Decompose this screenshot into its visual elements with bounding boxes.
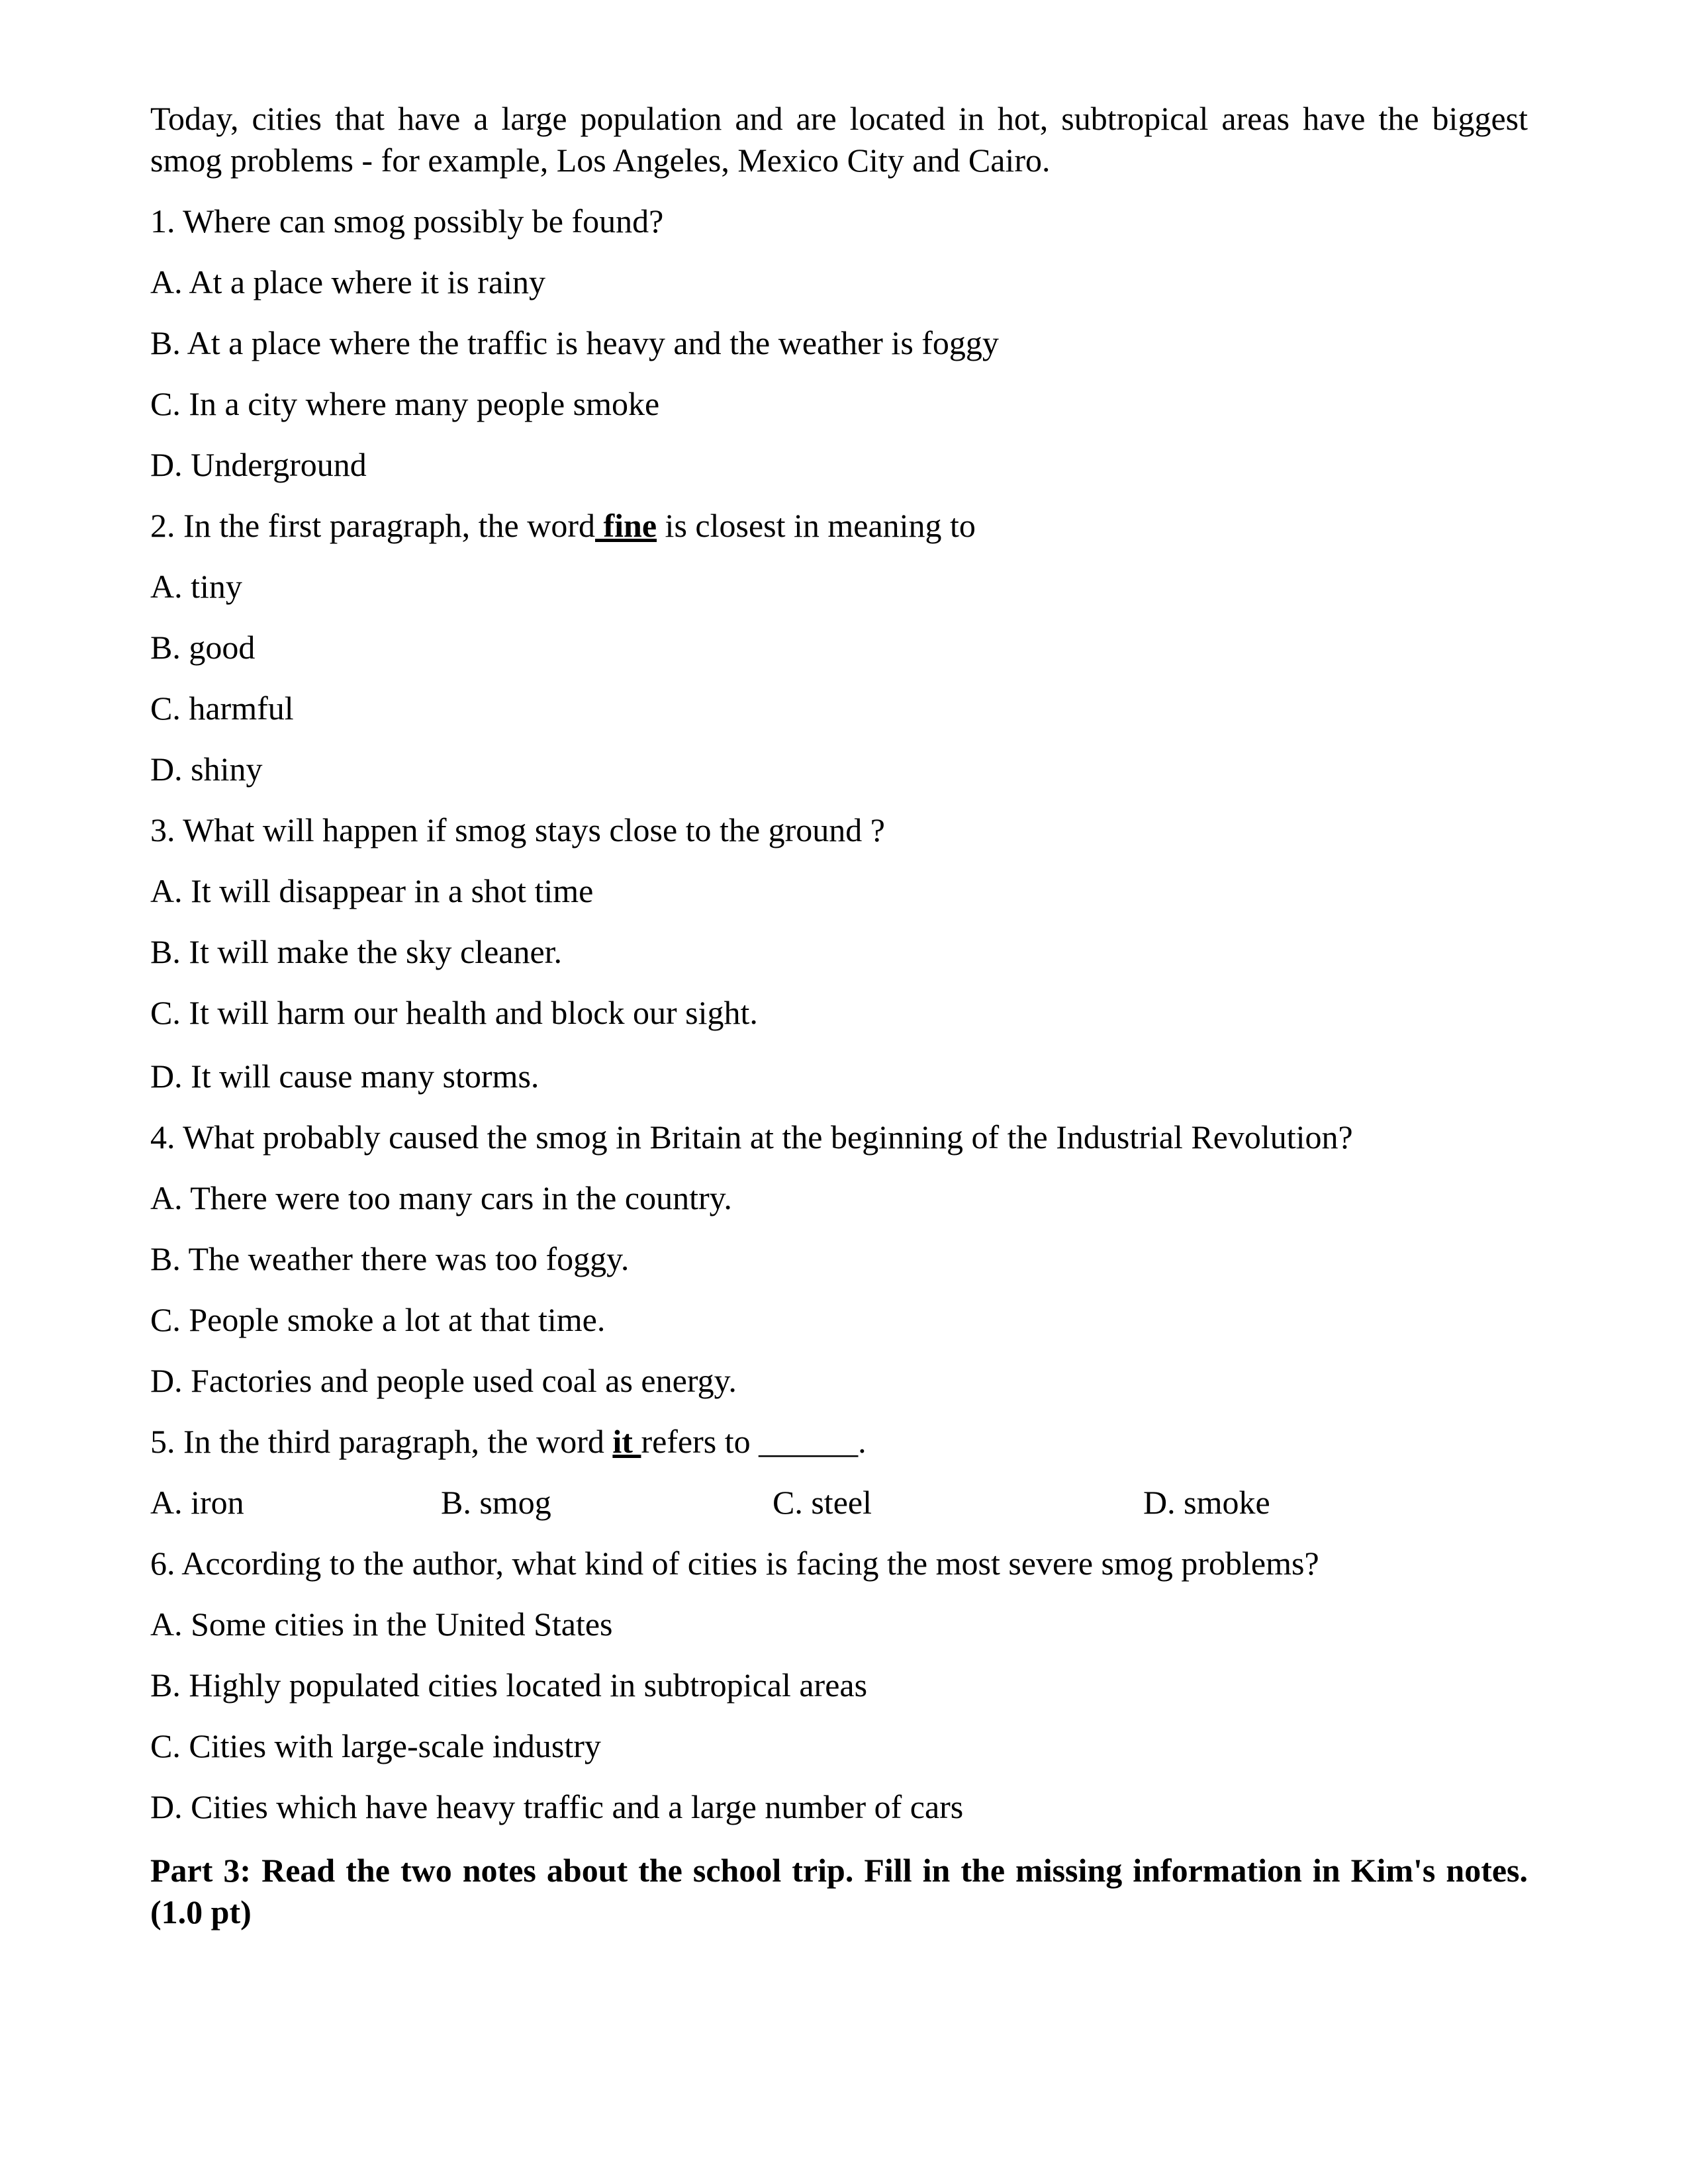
question-3-option-d: D. It will cause many storms. bbox=[150, 1058, 539, 1095]
question-5-option-c: C. steel bbox=[773, 1484, 872, 1521]
question-3-option-a: A. It will disappear in a shot time bbox=[150, 872, 594, 909]
question-1-option-d: D. Underground bbox=[150, 446, 367, 483]
question-4-option-a: A. There were too many cars in the country. bbox=[150, 1179, 732, 1216]
question-5-suffix: refers to ______. bbox=[641, 1423, 867, 1460]
question-1: 1. Where can smog possibly be found? bbox=[150, 203, 664, 240]
question-6-option-d: D. Cities which have heavy traffic and a large number of cars bbox=[150, 1788, 964, 1825]
question-5-prefix: 5. In the third paragraph, the word bbox=[150, 1423, 613, 1460]
question-1-option-a: A. At a place where it is rainy bbox=[150, 263, 546, 300]
question-5-option-b: B. smog bbox=[441, 1484, 551, 1521]
question-4-option-d: D. Factories and people used coal as energy. bbox=[150, 1362, 737, 1399]
question-1-option-b: B. At a place where the traffic is heavy and the weather is foggy bbox=[150, 324, 999, 361]
question-3-option-b: B. It will make the sky cleaner. bbox=[150, 933, 563, 970]
question-1-option-c: C. In a city where many people smoke bbox=[150, 385, 660, 422]
question-2 bbox=[150, 505, 1528, 547]
question-2-suffix: is closest in meaning to bbox=[657, 507, 976, 544]
question-4: 4. What probably caused the smog in Britain at the beginning of the Industrial Revolution? bbox=[150, 1118, 1353, 1156]
question-6-option-b: B. Highly populated cities located in subtropical areas bbox=[150, 1666, 868, 1704]
question-6-option-a: A. Some cities in the United States bbox=[150, 1606, 613, 1643]
question-2-option-d: D. shiny bbox=[150, 751, 263, 788]
question-6-option-c: C. Cities with large-scale industry bbox=[150, 1727, 601, 1764]
question-5-keyword: it bbox=[612, 1423, 641, 1460]
question-2-option-c: C. harmful bbox=[150, 690, 294, 727]
question-5-options-row bbox=[150, 1482, 1528, 1524]
question-2-keyword: fine bbox=[595, 507, 657, 544]
question-4-option-c: C. People smoke a lot at that time. bbox=[150, 1301, 606, 1338]
intro-paragraph: Today, cities that have a large population and are located in hot, subtropical areas have the biggest smog problems - for example, Los Angeles, Mexico City and Cairo. bbox=[150, 100, 1528, 179]
question-6: 6. According to the author, what kind of cities is facing the most severe smog problems? bbox=[150, 1545, 1319, 1582]
question-2-option-a: A. tiny bbox=[150, 568, 242, 605]
question-2-option-b: B. good bbox=[150, 629, 256, 666]
question-2-prefix: 2. In the first paragraph, the word bbox=[150, 507, 595, 544]
question-4-option-b: B. The weather there was too foggy. bbox=[150, 1240, 630, 1277]
question-5-option-a: A. iron bbox=[150, 1484, 244, 1521]
part3-heading: Part 3: Read the two notes about the school trip. Fill in the missing information in Kim's notes. (1.0 pt) bbox=[150, 1852, 1528, 1931]
question-5-option-d: D. smoke bbox=[1143, 1484, 1270, 1521]
question-3: 3. What will happen if smog stays close to the ground ? bbox=[150, 811, 885, 848]
question-3-option-c: C. It will harm our health and block our sight. bbox=[150, 994, 758, 1031]
question-5 bbox=[150, 1421, 1528, 1463]
